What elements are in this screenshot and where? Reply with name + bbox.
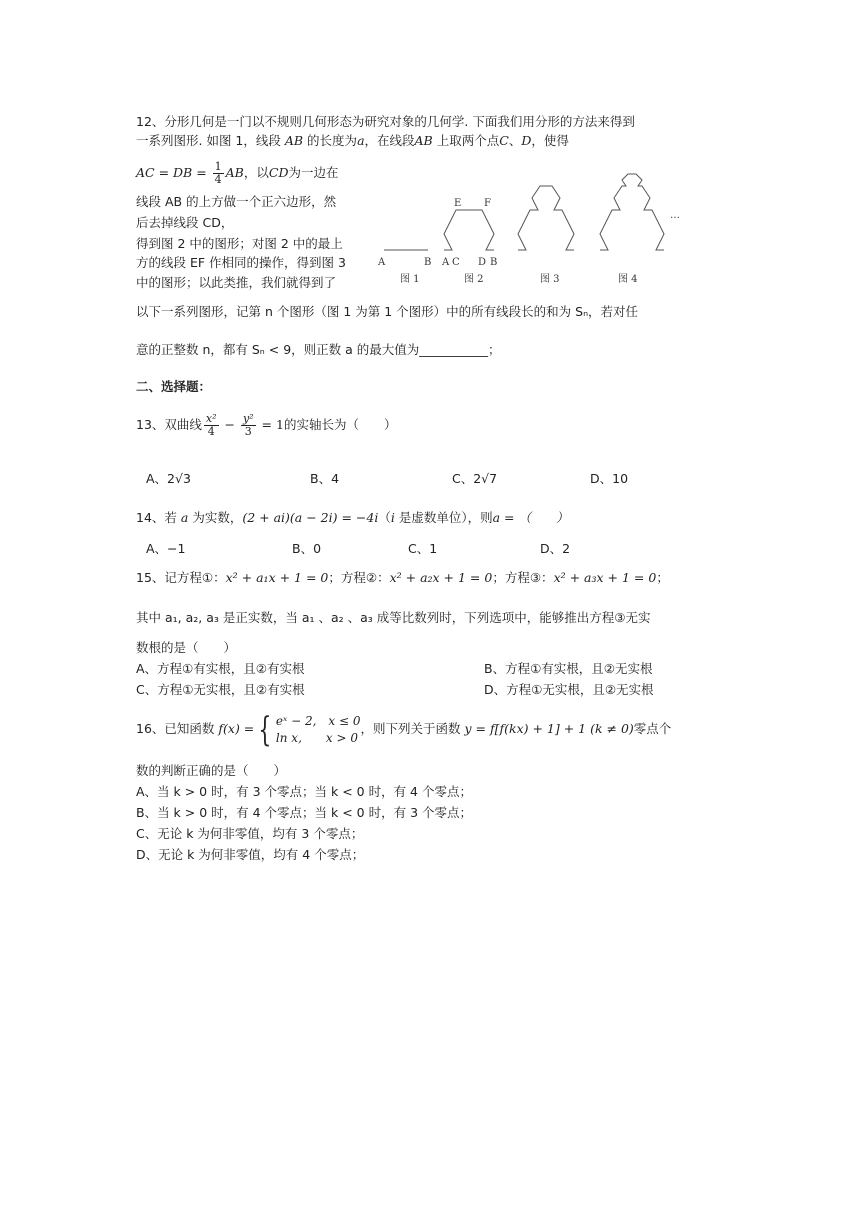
q14-option-c[interactable]: C、1: [408, 541, 438, 556]
q14-option-d[interactable]: D、2: [540, 541, 571, 556]
q12-line-5: 后去掉线段 CD，: [136, 215, 234, 230]
fig3-caption: 图 3: [540, 274, 560, 285]
fig1-caption: 图 1: [400, 274, 420, 285]
fig-point-label: E: [454, 198, 462, 209]
q14-option-a[interactable]: A、−1: [146, 541, 186, 556]
q16-option-d[interactable]: D、无论 k 为何非零值，均有 4 个零点；: [136, 847, 365, 862]
q15-line-3: 数根的是（ ）: [136, 640, 237, 655]
quarter-fraction: $\frac{1}{4}$: [214, 160, 222, 186]
q12-equation: AC = DB = $\frac{1}{4}$ AB，以CD为一边在: [136, 160, 339, 186]
section-heading-choice: 二、选择题：: [136, 379, 212, 394]
fig4-shape: [600, 174, 664, 250]
fig-point-label: F: [484, 198, 491, 209]
fractal-figure: [374, 170, 684, 290]
q13-option-a[interactable]: A、2√3: [146, 471, 191, 486]
fig-point-label: D: [478, 257, 487, 268]
q12-line-8: 中的图形；以此类推，我们就得到了: [136, 275, 337, 290]
q12-line-2: 一系列图形. 如图 1，线段 AB 的长度为a，在线段AB 上取两个点C、D，使得: [136, 133, 569, 148]
fig2-caption: 图 2: [464, 274, 484, 285]
fig-point-label: A: [442, 257, 450, 268]
q16-option-b[interactable]: B、当 k > 0 时，有 4 个零点；当 k < 0 时，有 3 个零点；: [136, 805, 472, 820]
q13-option-c[interactable]: C、2√7: [452, 471, 498, 486]
q15-line-2: 其中 a₁, a₂, a₃ 是正实数，当 a₁ 、a₂ 、a₃ 成等比数列时，下列选项中，能够推出方程③无实: [136, 610, 651, 625]
fig4-caption: 图 4: [618, 274, 638, 285]
q16-stem: 16、已知函数 f(x) = { eˣ − 2, x ≤ 0 ln x, x > 0 ，则下列关于函数 y = f[f(kx) + 1] + 1 (k ≠ 0)零点个: [136, 709, 672, 750]
q15-option-d[interactable]: D、方程①无实根，且②无实根: [484, 682, 654, 697]
q16-line-2: 数的判断正确的是（ ）: [136, 763, 287, 778]
fig-point-label: C: [452, 257, 460, 268]
q15-option-b[interactable]: B、方程①有实根，且②无实根: [484, 661, 653, 676]
fig3-shape: [518, 186, 574, 250]
fig-point-label: A: [378, 257, 386, 268]
q15-option-c[interactable]: C、方程①无实根，且②有实根: [136, 682, 305, 697]
q12-line-1: 12、分形几何是一门以不规则几何形态为研究对象的几何学. 下面我们用分形的方法来得到: [136, 114, 635, 129]
q14-option-b[interactable]: B、0: [292, 541, 322, 556]
piecewise-brace: {: [258, 709, 272, 750]
q12-line-7: 方的线段 EF 作相同的操作，得到图 3: [136, 255, 346, 270]
q13-option-d[interactable]: D、10: [590, 471, 629, 486]
fig-point-label: B: [424, 257, 432, 268]
q12-line-9: 以下一系列图形，记第 n 个图形（图 1 为第 1 个图形）中的所有线段长的和为 Sₙ，若对任: [136, 304, 639, 319]
q16-option-a[interactable]: A、当 k > 0 时，有 3 个零点；当 k < 0 时，有 4 个零点；: [136, 784, 472, 799]
q15-option-a[interactable]: A、方程①有实根，且②有实根: [136, 661, 305, 676]
fig-ellipsis: …: [670, 210, 680, 221]
q16-option-c[interactable]: C、无论 k 为何非零值，均有 3 个零点；: [136, 826, 364, 841]
piecewise-cases: eˣ − 2, x ≤ 0 ln x, x > 0: [275, 713, 361, 745]
y-fraction: $\frac{\text{y²}}{3}$: [242, 412, 254, 438]
fig2-shape: [444, 210, 494, 250]
x-fraction: $\frac{\text{x²}}{4}$: [205, 412, 217, 438]
q13-stem: 13、双曲线 $\frac{\text{x²}}{4}$ − $\frac{\text{y²}}{3}$ = 1的实轴长为（ ）: [136, 412, 397, 438]
q13-option-b[interactable]: B、4: [310, 471, 340, 486]
q12-line-10: 意的正整数 n，都有 Sₙ < 9，则正数 a 的最大值为___________；: [136, 342, 501, 357]
q12-line-6: 得到图 2 中的图形；对图 2 中的最上: [136, 236, 343, 251]
q12-line-4: 线段 AB 的上方做一个正六边形，然: [136, 194, 337, 209]
q15-line-1: 15、记方程①：x² + a₁x + 1 = 0；方程②：x² + a₂x + 1 = 0；方程③：x² + a₃x + 1 = 0；: [136, 570, 669, 585]
q14-stem: 14、若 a 为实数，(2 + ai)(a − 2i) = −4i（i 是虚数单位），则a = （ ）: [136, 510, 569, 525]
fig-point-label: B: [490, 257, 498, 268]
